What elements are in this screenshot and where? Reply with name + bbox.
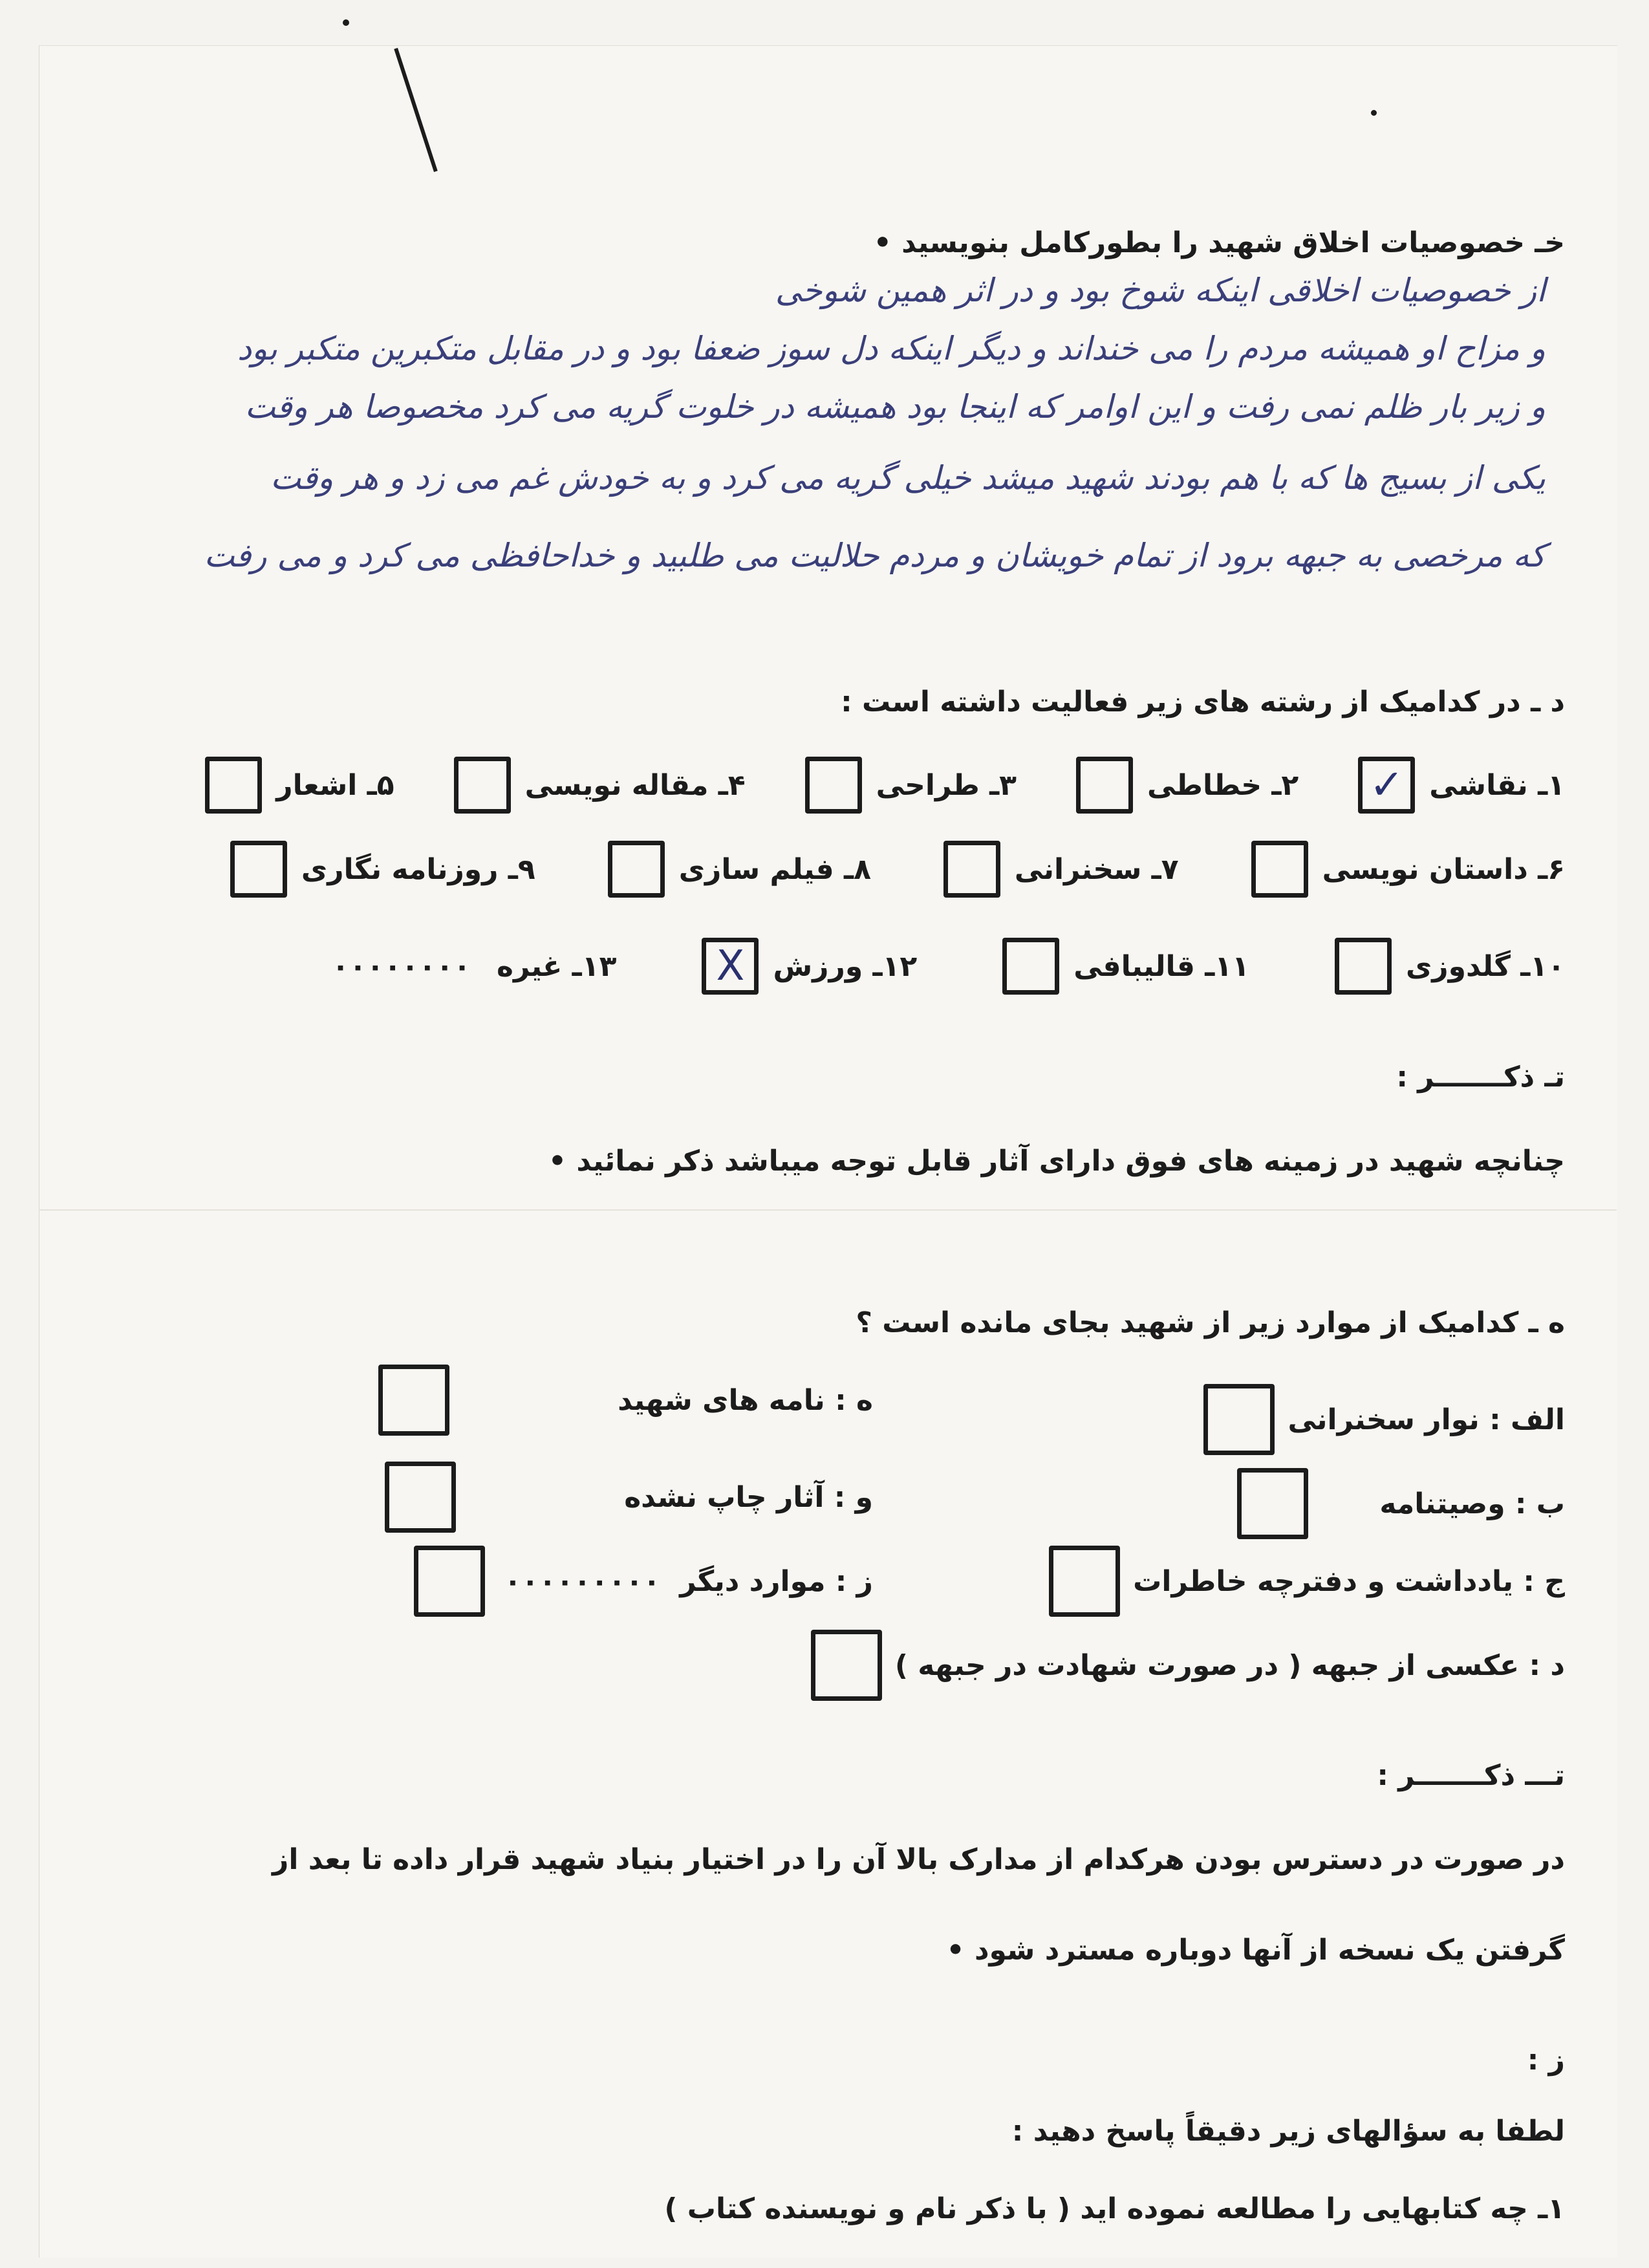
option-sports (687, 938, 917, 995)
fold-crease (39, 1209, 1617, 1211)
checkbox-front-photo[interactable] (811, 1630, 882, 1701)
checkbox-journalism[interactable] (230, 841, 287, 898)
item-label: الف : نوار سخنرانی (1288, 1403, 1565, 1436)
right-item-front-photo (797, 1630, 1565, 1701)
handwritten-answer-line-4: یکی از بسیج ها که با هم بودند شهید میشد خیلی گریه می کرد و به خودش غم می زد و هر وقت (270, 459, 1546, 497)
section-ze-prompt: لطفا به سؤالهای زیر دقیقاً پاسخ دهید : (1011, 2115, 1565, 2148)
section-he-question: ه ـ کدامیک از موارد زیر از شهید بجای مانده است ؟ (856, 1306, 1565, 1339)
checkbox-painting[interactable]: ✓ (1358, 757, 1415, 814)
activity-row-3 (332, 938, 1565, 995)
section-khe-question: خـ خصوصیات اخلاق شهید را بطورکامل بنویسید • (873, 226, 1565, 259)
option-design (791, 757, 1017, 814)
option-label: ۱۳ـ غیره (496, 949, 617, 983)
checkbox-speech-tape[interactable] (1203, 1384, 1275, 1455)
option-article-writing (440, 757, 746, 814)
checkbox-calligraphy[interactable] (1076, 757, 1133, 814)
item-label: ب : وصیتنامه (1379, 1487, 1565, 1520)
option-speech (929, 841, 1179, 898)
note-line-2: گرفتن یک نسخه از آنها دوباره مسترد شود • (946, 1934, 1565, 1967)
ink-dot (1371, 110, 1377, 116)
right-item-diary (1035, 1546, 1565, 1617)
option-label: ۵ـ اشعار (276, 768, 394, 802)
section-ze-label: ز : (1527, 2044, 1565, 2077)
other-dots: ۰۰۰۰۰۰۰۰۰ (504, 1564, 661, 1598)
checkbox-design[interactable] (805, 757, 862, 814)
option-carpet-weaving (988, 938, 1249, 995)
note-title-2: تـــ ذکـــــــر : (1377, 1759, 1565, 1792)
option-label: ۶ـ داستان نویسی (1322, 852, 1565, 886)
option-label: ۳ـ طراحی (876, 768, 1017, 802)
option-label: ۲ـ خطاطی (1147, 768, 1299, 802)
checkbox-article-writing[interactable] (454, 757, 511, 814)
option-journalism (216, 841, 535, 898)
checkbox-will[interactable] (1237, 1468, 1308, 1539)
handwritten-answer-line-1: از خصوصیات اخلاقی اینکه شوخ بود و در اثر همین شوخی (775, 272, 1546, 309)
note-title-1: تـ ذکـــــــر : (1396, 1061, 1565, 1094)
other-dots: ۰۰۰۰۰۰۰۰ (332, 949, 471, 983)
option-label: ۱ـ نقاشی (1429, 768, 1565, 802)
section-dal-question: د ـ در کدامیک از رشته های زیر فعالیت داشته است : (841, 686, 1565, 718)
option-label: ۱۱ـ قالیبافی (1073, 949, 1249, 983)
option-poetry (191, 757, 394, 814)
option-label: ۱۲ـ ورزش (773, 949, 918, 983)
checkbox-unpublished[interactable] (385, 1462, 456, 1533)
option-other (332, 950, 616, 983)
handwritten-answer-line-2: و مزاح او همیشه مردم را می خنداند و دیگر اینکه دل سوز ضعفا بود و در مقابل متکبرین متکبر بود (237, 330, 1546, 367)
option-label: ۸ـ فیلم سازی (678, 852, 871, 886)
checkbox-diary[interactable] (1049, 1546, 1120, 1617)
right-item-speech-tape (1189, 1384, 1565, 1455)
option-painting (1344, 757, 1565, 814)
option-label: ۱۰ـ گلدوزی (1405, 949, 1565, 983)
option-label: ۴ـ مقاله نویسی (524, 768, 746, 802)
option-calligraphy (1062, 757, 1299, 814)
checkbox-filmmaking[interactable] (608, 841, 665, 898)
item-label: ز : موارد دیگر (680, 1564, 873, 1598)
left-item-letters (364, 1365, 873, 1436)
option-story-writing (1237, 841, 1565, 898)
option-label: ۷ـ سخنرانی (1014, 852, 1179, 886)
checkbox-speech[interactable] (943, 841, 1000, 898)
checkbox-embroidery[interactable] (1335, 938, 1392, 995)
note-text-1: چنانچه شهید در زمینه های فوق دارای آثار قابل توجه میباشد ذکر نمائید • (548, 1145, 1565, 1178)
left-item-other (400, 1546, 873, 1617)
handwritten-answer-line-3: و زیر بار ظلم نمی رفت و این اوامر که اینجا بود همیشه در خلوت گریه می کرد مخصوصا هر وقت (244, 388, 1546, 426)
checkbox-story-writing[interactable] (1251, 841, 1308, 898)
section-ze-question-1: ۱ـ چه کتابهایی را مطالعه نموده اید ( با ذکر نام و نویسنده کتاب ) (664, 2192, 1565, 2225)
option-label: ۹ـ روزنامه نگاری (301, 852, 535, 886)
activity-row-2 (216, 841, 1565, 898)
checkbox-letters[interactable] (378, 1365, 449, 1436)
left-item-unpublished (371, 1462, 873, 1533)
checkbox-poetry[interactable] (205, 757, 262, 814)
option-filmmaking (594, 841, 871, 898)
item-label: و : آثار چاپ نشده (624, 1480, 873, 1514)
item-label: د : عکسی از جبهه ( در صورت شهادت در جبهه ) (894, 1648, 1565, 1682)
ink-dot (343, 19, 349, 26)
note-line-1: در صورت در دسترس بودن هرکدام از مدارک بالا آن را در اختیار بنیاد شهید قرار داده تا بعد از (272, 1843, 1565, 1876)
handwritten-answer-line-5: که مرخصی به جبهه برود از تمام خویشان و مردم حلالیت می طلبید و خداحافظی می کرد و می رفت (204, 537, 1546, 574)
checkbox-other-items[interactable] (414, 1546, 485, 1617)
checkbox-carpet-weaving[interactable] (1002, 938, 1059, 995)
item-label: ه : نامه های شهید (618, 1383, 873, 1417)
checkbox-sports[interactable]: X (702, 938, 759, 995)
activity-row-1 (191, 757, 1565, 814)
option-embroidery (1320, 938, 1565, 995)
right-item-will (1223, 1468, 1565, 1539)
item-label: ج : یادداشت و دفترچه خاطرات (1133, 1564, 1565, 1598)
